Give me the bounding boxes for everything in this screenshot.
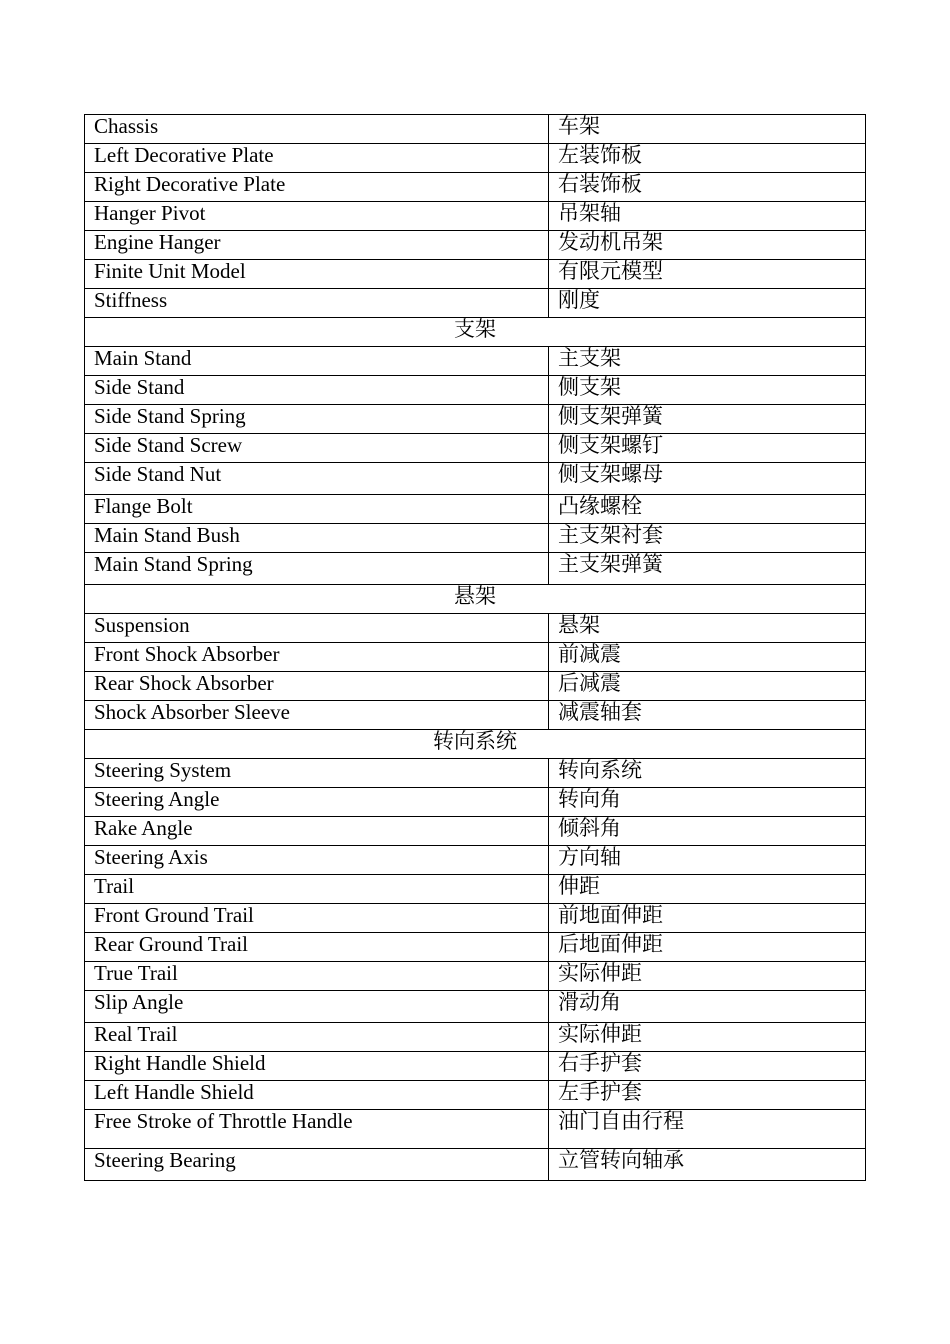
section-heading-row — [85, 318, 866, 347]
term-english: Hanger Pivot — [85, 202, 549, 231]
table-row — [85, 144, 866, 173]
term-english: Side Stand Screw — [85, 434, 549, 463]
term-english: Slip Angle — [85, 991, 549, 1023]
table-row — [85, 202, 866, 231]
term-english: Shock Absorber Sleeve — [85, 701, 549, 730]
term-english: Front Shock Absorber — [85, 643, 549, 672]
table-row — [85, 524, 866, 553]
term-chinese: 伸距 — [549, 875, 866, 904]
term-chinese: 滑动角 — [549, 991, 866, 1023]
section-heading-row — [85, 585, 866, 614]
table-row — [85, 231, 866, 260]
term-english: Right Decorative Plate — [85, 173, 549, 202]
term-english: Side Stand — [85, 376, 549, 405]
term-english: True Trail — [85, 962, 549, 991]
glossary-body — [85, 115, 866, 1181]
table-row — [85, 289, 866, 318]
table-row — [85, 788, 866, 817]
term-english: Front Ground Trail — [85, 904, 549, 933]
term-chinese: 倾斜角 — [549, 817, 866, 846]
table-row — [85, 759, 866, 788]
table-row — [85, 1081, 866, 1110]
term-english: Real Trail — [85, 1023, 549, 1052]
term-chinese: 前地面伸距 — [549, 904, 866, 933]
term-chinese: 实际伸距 — [549, 1023, 866, 1052]
table-row — [85, 1052, 866, 1081]
section-heading-row — [85, 730, 866, 759]
glossary-table — [84, 114, 866, 1181]
term-english: Rear Shock Absorber — [85, 672, 549, 701]
section-heading: 转向系统 — [85, 730, 866, 759]
table-row — [85, 347, 866, 376]
term-chinese: 侧支架螺钉 — [549, 434, 866, 463]
term-english: Steering Angle — [85, 788, 549, 817]
term-english: Steering System — [85, 759, 549, 788]
table-row — [85, 173, 866, 202]
table-row — [85, 701, 866, 730]
term-chinese: 前减震 — [549, 643, 866, 672]
term-chinese: 主支架衬套 — [549, 524, 866, 553]
term-chinese: 油门自由行程 — [549, 1110, 866, 1149]
term-chinese: 转向系统 — [549, 759, 866, 788]
term-chinese: 刚度 — [549, 289, 866, 318]
term-english: Rake Angle — [85, 817, 549, 846]
term-english: Stiffness — [85, 289, 549, 318]
table-row — [85, 260, 866, 289]
term-chinese: 侧支架螺母 — [549, 463, 866, 495]
term-chinese: 减震轴套 — [549, 701, 866, 730]
term-chinese: 侧支架弹簧 — [549, 405, 866, 434]
term-chinese: 主支架 — [549, 347, 866, 376]
table-row — [85, 376, 866, 405]
table-row — [85, 643, 866, 672]
term-english: Side Stand Nut — [85, 463, 549, 495]
term-chinese: 凸缘螺栓 — [549, 495, 866, 524]
table-row — [85, 405, 866, 434]
term-english: Right Handle Shield — [85, 1052, 549, 1081]
term-chinese: 后减震 — [549, 672, 866, 701]
term-english: Trail — [85, 875, 549, 904]
term-chinese: 方向轴 — [549, 846, 866, 875]
term-chinese: 实际伸距 — [549, 962, 866, 991]
table-row — [85, 672, 866, 701]
term-chinese: 侧支架 — [549, 376, 866, 405]
term-english: Finite Unit Model — [85, 260, 549, 289]
table-row — [85, 962, 866, 991]
table-row — [85, 933, 866, 962]
term-english: Side Stand Spring — [85, 405, 549, 434]
term-english: Main Stand — [85, 347, 549, 376]
term-chinese: 悬架 — [549, 614, 866, 643]
table-row — [85, 495, 866, 524]
table-row — [85, 614, 866, 643]
term-english: Main Stand Bush — [85, 524, 549, 553]
term-chinese: 车架 — [549, 115, 866, 144]
section-heading: 支架 — [85, 318, 866, 347]
term-chinese: 发动机吊架 — [549, 231, 866, 260]
term-chinese: 转向角 — [549, 788, 866, 817]
table-row — [85, 115, 866, 144]
term-english: Chassis — [85, 115, 549, 144]
term-english: Steering Axis — [85, 846, 549, 875]
term-chinese: 立管转向轴承 — [549, 1149, 866, 1181]
term-english: Rear Ground Trail — [85, 933, 549, 962]
term-english: Main Stand Spring — [85, 553, 549, 585]
table-row — [85, 463, 866, 495]
table-row — [85, 875, 866, 904]
term-english: Free Stroke of Throttle Handle — [85, 1110, 549, 1149]
term-chinese: 吊架轴 — [549, 202, 866, 231]
term-english: Suspension — [85, 614, 549, 643]
table-row — [85, 1023, 866, 1052]
term-chinese: 左装饰板 — [549, 144, 866, 173]
table-row — [85, 1110, 866, 1149]
term-chinese: 右手护套 — [549, 1052, 866, 1081]
term-chinese: 左手护套 — [549, 1081, 866, 1110]
table-row — [85, 846, 866, 875]
term-chinese: 有限元模型 — [549, 260, 866, 289]
section-heading: 悬架 — [85, 585, 866, 614]
table-row — [85, 434, 866, 463]
table-row — [85, 991, 866, 1023]
term-english: Engine Hanger — [85, 231, 549, 260]
term-english: Flange Bolt — [85, 495, 549, 524]
term-english: Steering Bearing — [85, 1149, 549, 1181]
term-english: Left Decorative Plate — [85, 144, 549, 173]
table-row — [85, 817, 866, 846]
term-chinese: 后地面伸距 — [549, 933, 866, 962]
table-row — [85, 1149, 866, 1181]
table-row — [85, 904, 866, 933]
term-chinese: 右装饰板 — [549, 173, 866, 202]
term-chinese: 主支架弹簧 — [549, 553, 866, 585]
table-row — [85, 553, 866, 585]
term-english: Left Handle Shield — [85, 1081, 549, 1110]
